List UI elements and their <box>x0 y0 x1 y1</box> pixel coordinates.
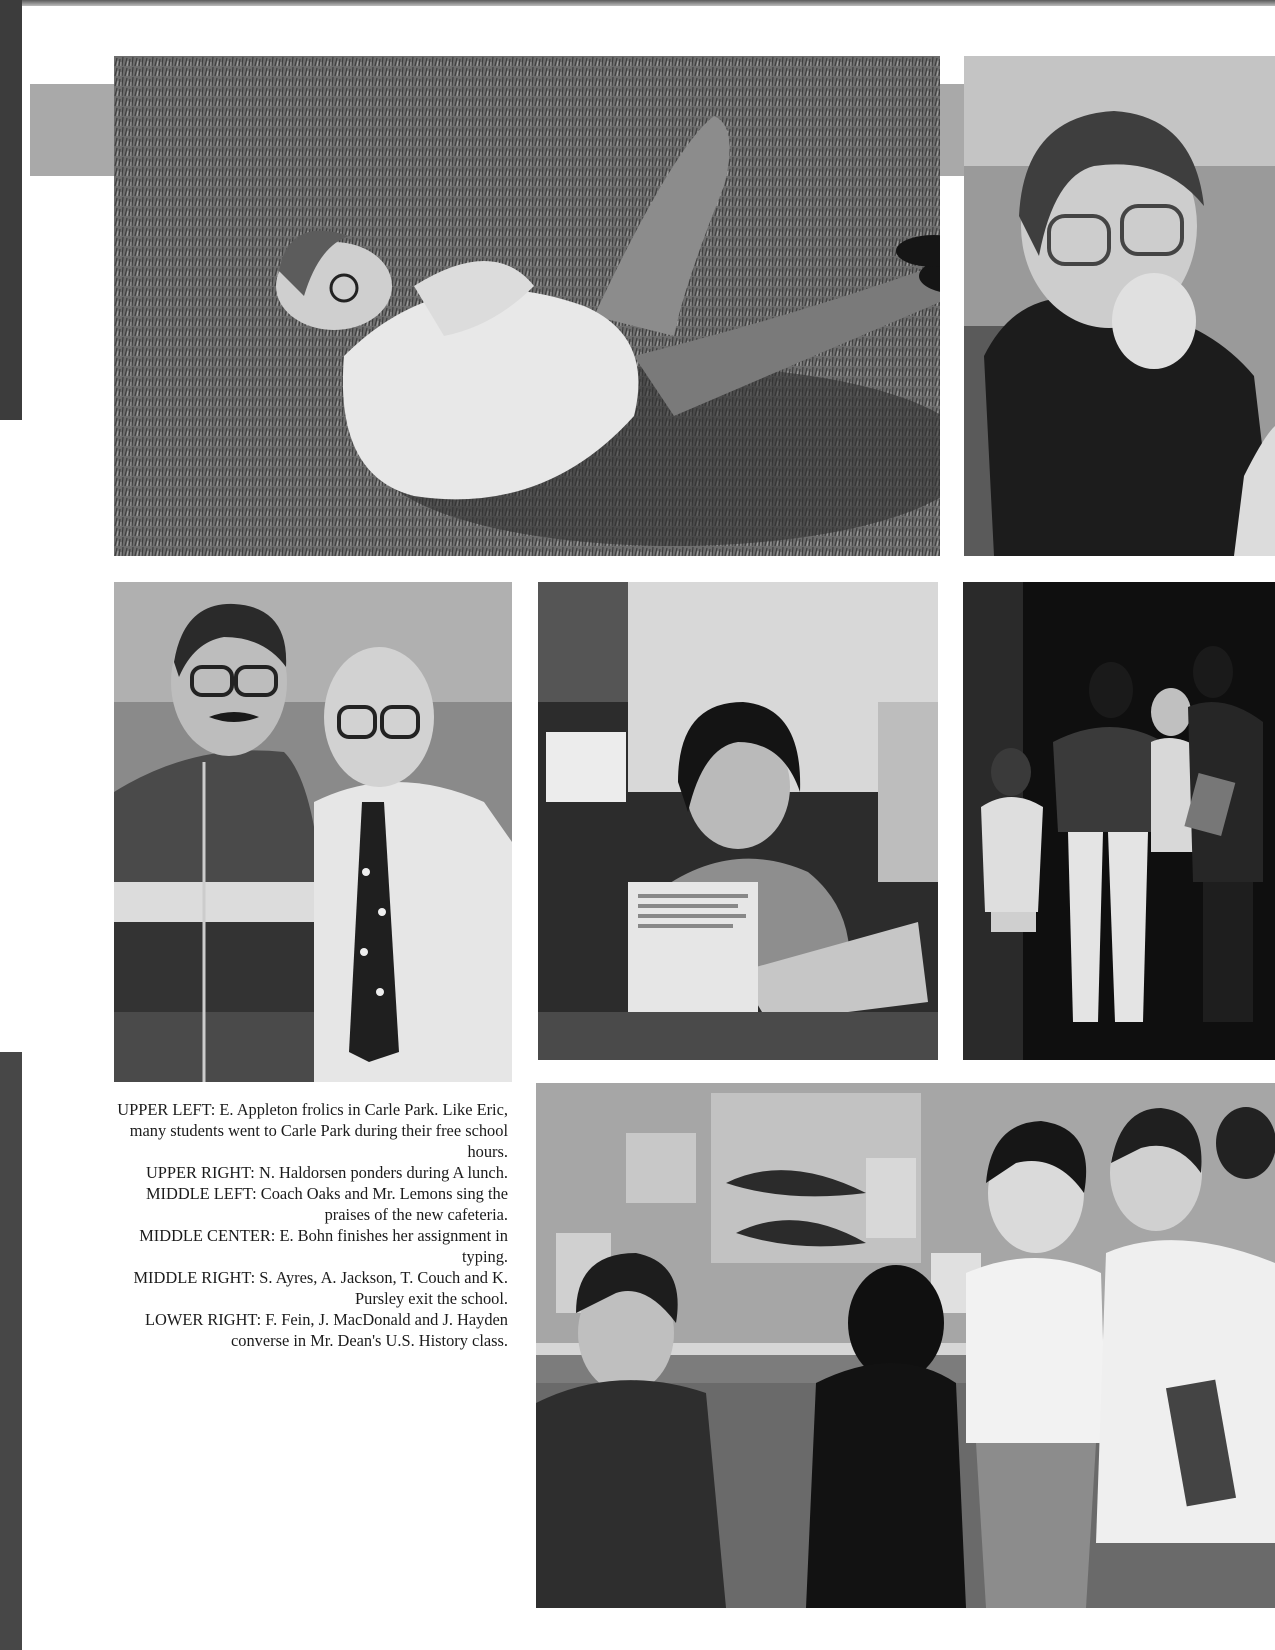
photo-middle-center <box>538 582 938 1060</box>
caption-label: MIDDLE LEFT: <box>145 1184 257 1203</box>
left-gray-tab <box>30 84 114 176</box>
right-gray-tab <box>940 84 964 176</box>
photo-upper-right <box>964 56 1275 556</box>
caption-label: MIDDLE CENTER: <box>139 1226 276 1245</box>
caption-text: N. Haldorsen ponders during A lunch. <box>258 1163 508 1182</box>
caption-upper-right <box>108 1162 508 1183</box>
caption-label: UPPER LEFT: <box>117 1100 216 1119</box>
caption-label: LOWER RIGHT: <box>145 1310 262 1329</box>
caption-middle-left <box>108 1183 508 1225</box>
caption-label: UPPER RIGHT: <box>145 1163 255 1182</box>
caption-lower-right <box>108 1309 508 1351</box>
caption-text: E. Appleton frolics in Carle Park. Like Eric, many students went to Carle Park during their free school hours. <box>129 1100 508 1161</box>
caption-text: Coach Oaks and Mr. Lemons sing the praises of the new cafeteria. <box>260 1184 508 1224</box>
caption-label: MIDDLE RIGHT: <box>133 1268 256 1287</box>
caption-middle-right <box>108 1267 508 1309</box>
photo-lower-right <box>536 1083 1275 1608</box>
photo-middle-left <box>114 582 512 1082</box>
left-margin-bar-top <box>0 0 22 420</box>
caption-text: E. Bohn finishes her assignment in typing. <box>279 1226 508 1266</box>
left-margin-bar-bottom <box>0 1052 22 1650</box>
caption-block <box>108 1099 508 1351</box>
caption-text: F. Fein, J. MacDonald and J. Hayden converse in Mr. Dean's U.S. History class. <box>231 1310 508 1350</box>
photo-middle-right <box>963 582 1275 1060</box>
caption-upper-left <box>108 1099 508 1162</box>
page-top-rule <box>0 0 1275 6</box>
caption-text: S. Ayres, A. Jackson, T. Couch and K. Pursley exit the school. <box>259 1268 508 1308</box>
caption-middle-center <box>108 1225 508 1267</box>
photo-upper-left <box>114 56 940 556</box>
